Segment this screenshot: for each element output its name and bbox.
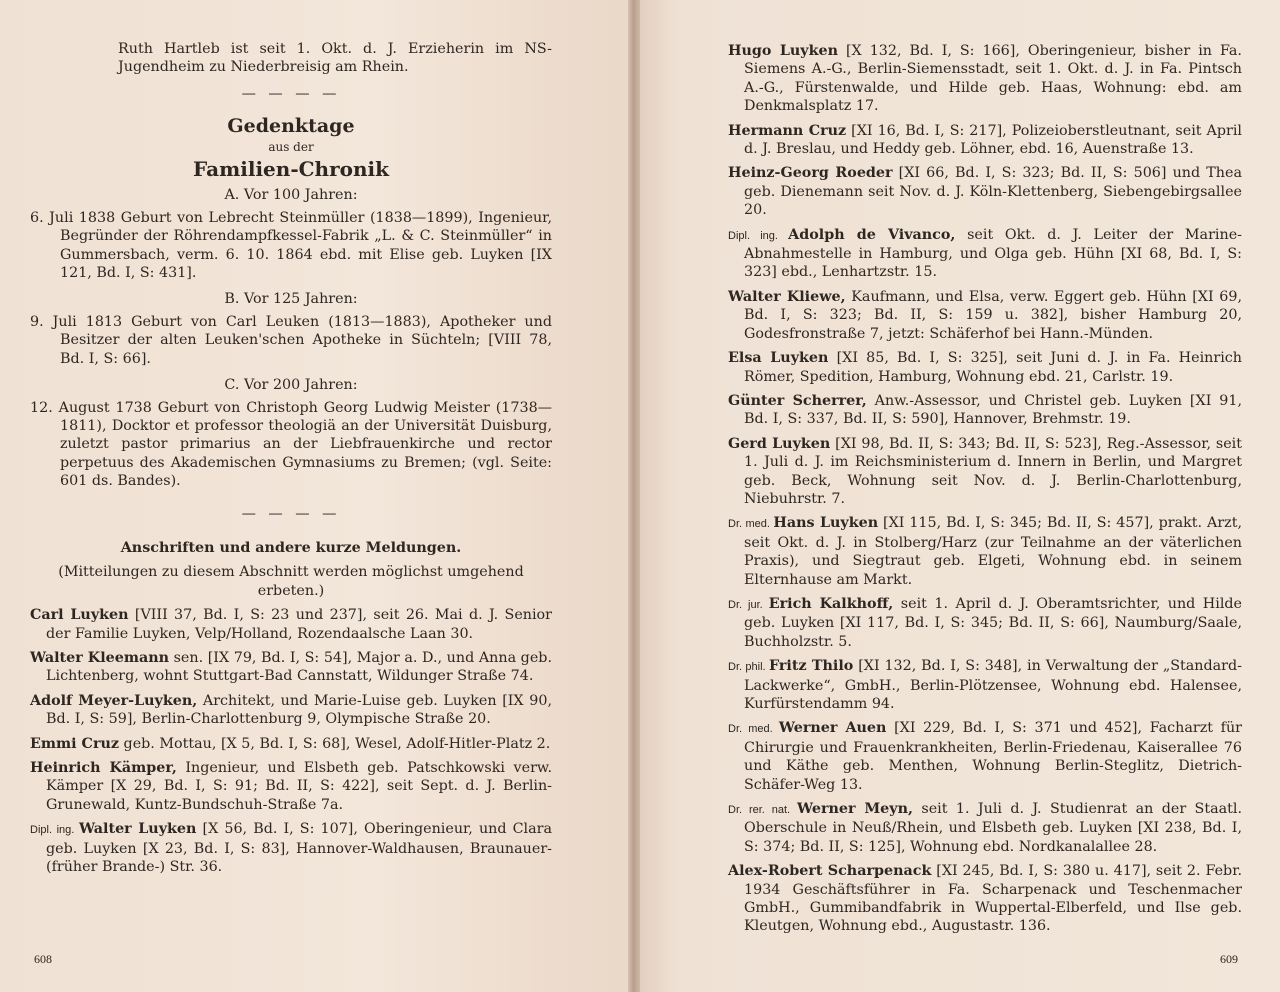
address-entry bbox=[728, 514, 1242, 589]
subsection-a: A. Vor 100 Jahren: bbox=[224, 187, 358, 204]
entry-name: Alex-Robert Scharpenack bbox=[728, 863, 932, 880]
page-number-left: 608 bbox=[34, 952, 52, 966]
anniversary-entry: 12. August 1738 Geburt von Christoph Georg Ludwig Meister (1738—1811), Docktor et professor theologiä an der Universität Duisburg, zuletzt pastor primarius an der Liebfrauenkirche und rector perpetuus des Akademischen Gymnasiums zu Bremen; (vgl. Seite: 601 ds. Bandes). bbox=[30, 399, 552, 490]
entry-name: Gerd Luyken bbox=[728, 435, 831, 452]
section-subtitle: aus der bbox=[268, 139, 314, 154]
address-entry bbox=[728, 862, 1242, 936]
address-entry bbox=[728, 42, 1242, 116]
entry-title-prefix: Dr. jur. bbox=[728, 598, 769, 611]
entry-title-prefix: Dipl. ing. bbox=[728, 229, 789, 242]
address-entry bbox=[728, 719, 1242, 794]
entry-title-prefix: Dr. phil. bbox=[728, 661, 769, 674]
section-title: Gedenktage bbox=[227, 115, 355, 138]
page-right bbox=[640, 0, 1280, 992]
left-entry-list bbox=[30, 606, 552, 876]
addresses-note: (Mitteilungen zu diesem Abschnitt werden möglichst umgehend erbeten.) bbox=[58, 564, 524, 599]
address-entry bbox=[30, 820, 552, 876]
address-entry bbox=[728, 164, 1242, 219]
entry-name: Walter Kleemann bbox=[30, 649, 169, 666]
entry-text: [XI 98, Bd. II, S: 343; Bd. II, S: 523], Reg.-Assessor, seit 1. Juli d. J. im Reichsministerium d. Innern in Berlin, und Margret geb. Beck, Wohnung seit Nov. d. J. Berlin-Charlottenburg, Niebuhrstr. 7. bbox=[744, 435, 1242, 507]
right-column bbox=[728, 42, 1242, 942]
address-entry bbox=[30, 649, 552, 686]
page-left bbox=[0, 0, 628, 992]
divider: — — — — bbox=[241, 85, 341, 102]
entry-name: Werner Auen bbox=[778, 720, 887, 737]
entry-name: Adolf Meyer-Luyken, bbox=[30, 692, 198, 709]
entry-name: Hans Luyken bbox=[773, 515, 879, 532]
entry-name: Carl Luyken bbox=[30, 607, 129, 624]
entry-text: [X 132, Bd. I, S: 166], Oberingenieur, bisher in Fa. Siemens A.-G., Berlin-Siemensstadt, seit 1. Okt. d. J. in Fa. Pintsch A.-G., Fürstenwalde, und Hilde geb. Haas, Wohnung: ebd. am Denkmalsplatz 17. bbox=[744, 43, 1242, 115]
entry-text: geb. Mottau, [X 5, Bd. I, S: 68], Wesel, Adolf-Hitler-Platz 2. bbox=[119, 735, 551, 752]
address-entry bbox=[728, 800, 1242, 856]
entry-name: Elsa Luyken bbox=[728, 350, 829, 367]
subsection-c: C. Vor 200 Jahren: bbox=[224, 377, 358, 394]
entry-name: Emmi Cruz bbox=[30, 735, 119, 752]
entry-title-prefix: Dr. rer. nat. bbox=[728, 804, 797, 817]
address-entry bbox=[728, 288, 1242, 343]
entry-text: seit 1. April d. J. Oberamtsrichter, und Hilde geb. Luyken [XI 117, Bd. I, S: 345; Bd. II, S: 66], Naumburg/Saale, Buchholzstr. 5. bbox=[744, 595, 1243, 650]
entry-title-prefix: Dr. med. bbox=[728, 518, 774, 531]
entry-title-prefix: Dr. med. bbox=[728, 723, 779, 736]
entry-name: Hugo Luyken bbox=[728, 43, 838, 59]
entry-name: Walter Kliewe, bbox=[728, 288, 846, 305]
left-column bbox=[30, 40, 552, 882]
address-entry bbox=[30, 759, 552, 814]
address-entry bbox=[30, 735, 552, 753]
address-entry bbox=[728, 226, 1242, 282]
divider-2: — — — — bbox=[241, 505, 341, 522]
section-title-2: Familien-Chronik bbox=[193, 157, 389, 182]
entry-text: [XI 115, Bd. I, S: 345; Bd. II, S: 457], prakt. Arzt, seit Okt. d. J. in Stolberg/Harz (zur Teilnahme an der väterlichen Praxis), und Siegtraut geb. Elgeti, Wohnung ebd. in seinem Elternhause am Markt. bbox=[744, 515, 1242, 588]
entry-text: seit Okt. d. J. Leiter der Marine-Abnahmestelle in Hamburg, und Olga geb. Hühn [XI 68, Bd. I, S: 323] ebd., Lenhartzstr. 15. bbox=[744, 226, 1242, 281]
page-number-right: 609 bbox=[1220, 952, 1238, 966]
address-entry bbox=[30, 692, 552, 729]
address-entry bbox=[728, 595, 1242, 651]
entry-text: [XI 229, Bd. I, S: 371 und 452], Facharzt für Chirurgie und Frauenkrankheiten, Berlin-Friedenau, Kaiserallee 76 und Käthe geb. Menthen, Wohnung Berlin-Steglitz, Dietrich-Schäfer-Weg 13. bbox=[744, 720, 1242, 793]
entry-text: seit 1. Juli d. J. Studienrat an der Staatl. Oberschule in Neuß/Rhein, und Elsbeth geb. Luyken [XI 238, Bd. I, S: 374; Bd. II, S: 125], Wohnung ebd. Nordkanalallee 28. bbox=[744, 801, 1243, 855]
entry-name: Walter Luyken bbox=[78, 821, 197, 838]
entry-text: Kaufmann, und Elsa, verw. Eggert geb. Hühn [XI 69, Bd. I, S: 323; Bd. II, S: 159 u. 382], bisher Hamburg 20, Godesfronstraße 7, jetzt: Schäferhof bei Hann.-Münden. bbox=[744, 288, 1242, 342]
entry-text: [XI 245, Bd. I, S: 380 u. 417], seit 2. Febr. 1934 Geschäftsführer in Fa. Scharpenack und Teschenmacher GmbH., Gummibandfabrik in Wuppertal-Elberfeld, und Ilse geb. Kleutgen, Wohnung ebd., Augustastr. 136. bbox=[744, 863, 1242, 935]
entry-name: Heinrich Kämper, bbox=[30, 760, 177, 776]
entry-text: [XI 132, Bd. I, S: 348], in Verwaltung der „Standard-Lackwerke“, GmbH., Berlin-Plötzensee, Wohnung ebd. Halensee, Kurfürstendamm 94. bbox=[744, 658, 1242, 712]
entry-text: [XI 66, Bd. I, S: 323; Bd. II, S: 506] und Thea geb. Dienemann seit Nov. d. J. Köln-Klettenberg, Siebengebirgsallee 20. bbox=[744, 165, 1242, 219]
entry-name: Erich Kalkhoff, bbox=[768, 595, 894, 612]
entry-name: Hermann Cruz bbox=[728, 122, 847, 139]
address-entry bbox=[728, 349, 1242, 386]
entry-text: Ingenieur, und Elsbeth geb. Patschkowski verw. Kämper [X 29, Bd. I, S: 91; Bd. II, S: 422], seit Sept. d. J. Berlin-Grunewald, Kuntz-Bundschuh-Straße 7a. bbox=[46, 760, 552, 813]
address-entry bbox=[30, 606, 552, 643]
entry-text: sen. [IX 79, Bd. I, S: 54], Major a. D., und Anna geb. Lichtenberg, wohnt Stuttgart-Bad Cannstatt, Wildunger Straße 74. bbox=[46, 649, 552, 685]
anniversary-entry: 9. Juli 1813 Geburt von Carl Leuken (1813—1883), Apotheker und Besitzer der alten Leuken'schen Apotheke in Süchteln; [VIII 78, Bd. I, S: 66]. bbox=[30, 313, 552, 367]
entry-name: Adolph de Vivanco, bbox=[788, 226, 956, 243]
anniversary-entry: 6. Juli 1838 Geburt von Lebrecht Steinmüller (1838—1899), Ingenieur, Begründer der Röhrendampfkessel-Fabrik „L. & C. Steinmüller“ in Gummersbach, verm. 6. 10. 1864 ebd. mit Elise geb. Luyken [IX 121, Bd. I, S: 431]. bbox=[30, 209, 552, 282]
book-gutter bbox=[628, 0, 640, 992]
entry-name: Günter Scherrer, bbox=[728, 392, 867, 409]
addresses-heading: Anschriften und andere kurze Meldungen. bbox=[120, 539, 462, 556]
right-entry-list bbox=[728, 42, 1242, 936]
address-entry bbox=[728, 122, 1242, 159]
entry-text: [XI 85, Bd. I, S: 325], seit Juni d. J. in Fa. Heinrich Römer, Spedition, Hamburg, Wohnung ebd. 21, Carlstr. 19. bbox=[744, 350, 1242, 385]
intro-paragraph: Ruth Hartleb ist seit 1. Okt. d. J. Erzieherin im NS-Jugendheim zu Niederbreisig am Rhein. bbox=[118, 41, 552, 76]
entry-text: Architekt, und Marie-Luise geb. Luyken [IX 90, Bd. I, S: 59], Berlin-Charlottenburg 9, Olympische Straße 20. bbox=[46, 692, 552, 728]
address-entry bbox=[728, 392, 1242, 429]
entry-title-prefix: Dipl. ing. bbox=[30, 824, 79, 837]
entry-name: Fritz Thilo bbox=[769, 658, 854, 675]
entry-name: Heinz-Georg Roeder bbox=[728, 165, 893, 182]
entry-text: Anw.-Assessor, und Christel geb. Luyken [XI 91, Bd. I, S: 337, Bd. II, S: 590], Hannover, Brehmstr. 19. bbox=[744, 392, 1242, 428]
address-entry bbox=[728, 657, 1242, 713]
subsection-b: B. Vor 125 Jahren: bbox=[224, 291, 358, 308]
entry-text: [X 56, Bd. I, S: 107], Oberingenieur, und Clara geb. Luyken [X 23, Bd. I, S: 83], Hannover-Waldhausen, Braunauer- (früher Brande-) Str. 36. bbox=[46, 821, 552, 876]
entry-text: [VIII 37, Bd. I, S: 23 und 237], seit 26. Mai d. J. Senior der Familie Luyken, Velp/Holland, Rozendaalsche Laan 30. bbox=[46, 607, 552, 642]
entry-text: [XI 16, Bd. I, S: 217], Polizeioberstleutnant, seit April d. J. Breslau, und Heddy geb. Löhner, ebd. 16, Auenstraße 13. bbox=[744, 122, 1242, 158]
entry-name: Werner Meyn, bbox=[797, 801, 913, 818]
address-entry bbox=[728, 435, 1242, 509]
